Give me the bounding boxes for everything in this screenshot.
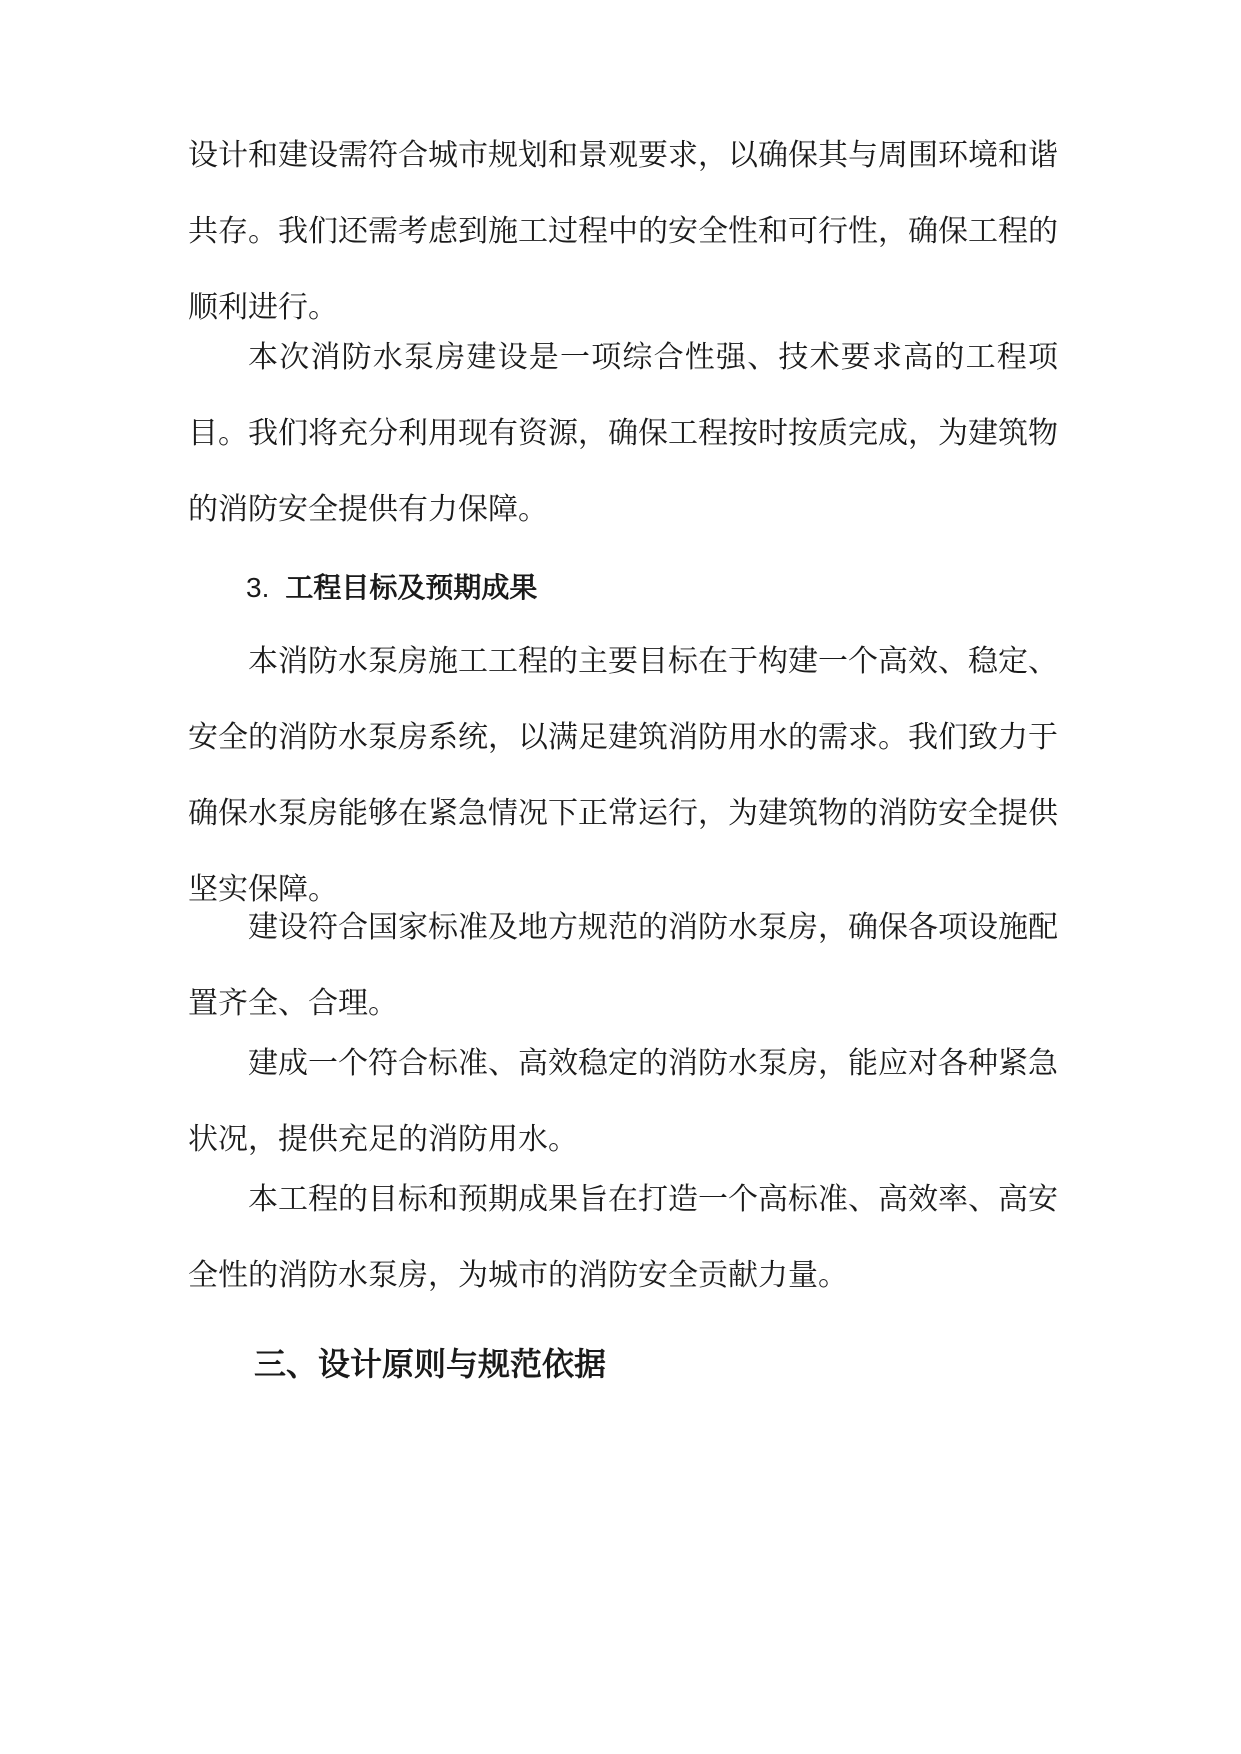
- paragraph-project-summary: 本次消防水泵房建设是一项综合性强、技术要求高的工程项目。我们将充分利用现有资源，确保工程按时按质完成，为建筑物的消防安全提供有力保障。: [188, 340, 1058, 527]
- paragraph-expected-result: 建成一个符合标准、高效稳定的消防水泵房，能应对各种紧急状况，提供充足的消防用水。: [188, 1046, 1058, 1157]
- section-heading-project-goals: [246, 568, 537, 608]
- paragraph-site-planning: 设计和建设需符合城市规划和景观要求，以确保其与周围环境和谐共存。我们还需考虑到施工过程中的安全性和可行性，确保工程的顺利进行。: [188, 138, 1058, 325]
- section-title: 工程目标及预期成果: [285, 571, 538, 604]
- paragraph-goal-summary: 本工程的目标和预期成果旨在打造一个高标准、高效率、高安全性的消防水泵房，为城市的消防安全贡献力量。: [188, 1182, 1058, 1293]
- chapter-heading-design-principles: 三、设计原则与规范依据: [254, 1345, 607, 1383]
- section-number: 3.: [246, 572, 270, 603]
- paragraph-standards: 建设符合国家标准及地方规范的消防水泵房，确保各项设施配置齐全、合理。: [188, 910, 1058, 1021]
- paragraph-main-objective: 本消防水泵房施工工程的主要目标在于构建一个高效、稳定、安全的消防水泵房系统，以满足建筑消防用水的需求。我们致力于确保水泵房能够在紧急情况下正常运行，为建筑物的消防安全提供坚实保障。: [188, 644, 1058, 907]
